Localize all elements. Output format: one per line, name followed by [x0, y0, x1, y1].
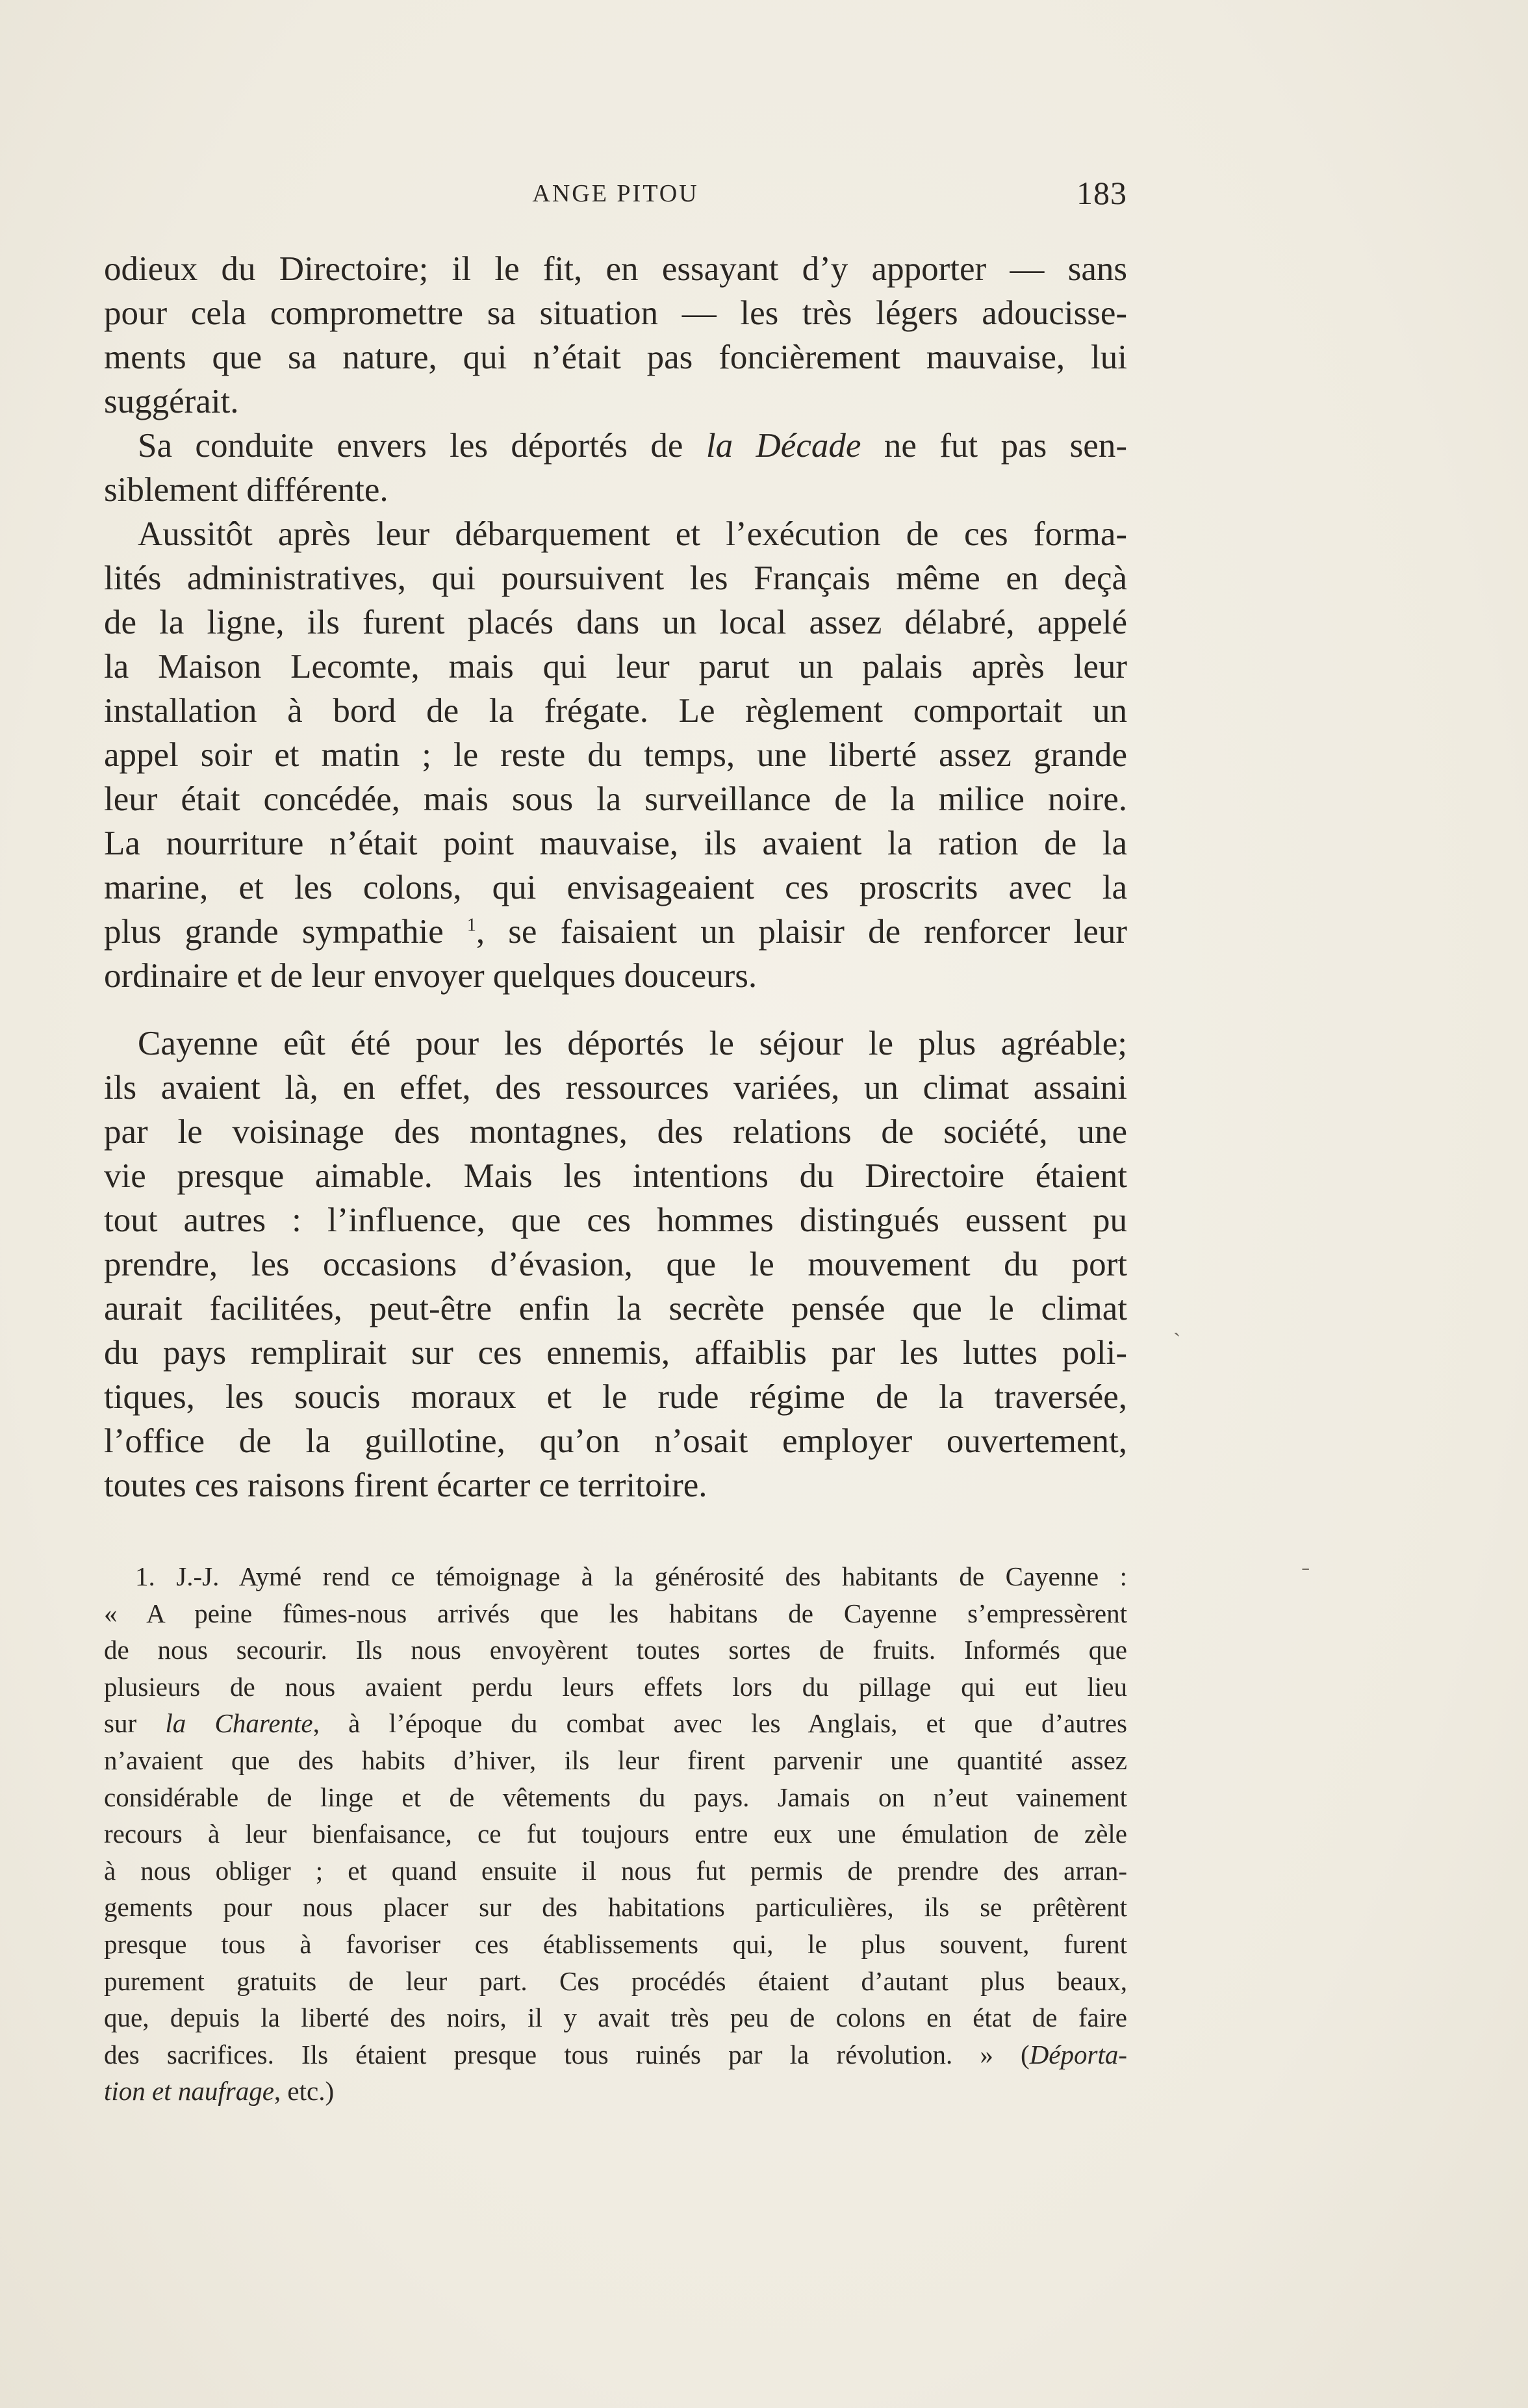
text-line: lités administratives, qui poursuivent les Français même en deçà [104, 559, 1127, 597]
text-line: la Maison Lecomte, mais qui leur parut un palais après leur [104, 648, 1127, 685]
text-line: siblement différente. [104, 471, 388, 509]
paragraph-gap [104, 998, 1127, 1021]
text-line: odieux du Directoire; il le fit, en essayant d’y apporter — sans [104, 250, 1127, 288]
text-line [104, 910, 1127, 954]
text-run: des sacrifices. Ils étaient presque tous ruinés par la révolution. » ( [104, 2039, 1030, 2069]
text-line: l’office de la guillotine, qu’on n’osait employer ouvertement, [104, 1422, 1127, 1460]
text-line: tout autres : l’influence, que ces hommes distingués eussent pu [104, 1201, 1127, 1239]
footnote-line: plusieurs de nous avaient perdu leurs effets lors du pillage qui eut lieu [104, 1671, 1127, 1702]
text-line: par le voisinage des montagnes, des relations de société, une [104, 1113, 1127, 1151]
paragraph-4 [104, 1021, 1127, 1507]
footnote-line: considérable de linge et de vêtements du pays. Jamais on n’eut vainement [104, 1782, 1127, 1812]
text-line: leur était concédée, mais sous la surveillance de la milice noire. [104, 780, 1127, 818]
footnote-line: à nous obliger ; et quand ensuite il nous fut permis de prendre des arran- [104, 1855, 1127, 1886]
footnote-line: gements pour nous placer sur des habitations particulières, ils se prêtèrent [104, 1892, 1127, 1923]
text-line: pour cela compromettre sa situation — les très légers adoucisse- [104, 294, 1127, 332]
footnotes [104, 1558, 1127, 2110]
footnote-line: n’avaient que des habits d’hiver, ils leur firent parvenir une quantité assez [104, 1745, 1127, 1775]
running-title: ANGE PITOU [532, 180, 699, 207]
text-line: du pays remplirait sur ces ennemis, affaiblis par les luttes poli- [104, 1334, 1127, 1372]
text-run: plus grande sympathie [104, 913, 467, 951]
text-run: , etc.) [274, 2076, 335, 2107]
footnote-line: « A peine fûmes-nous arrivés que les habitans de Cayenne s’empressèrent [104, 1598, 1127, 1628]
text-line: ments que sa nature, qui n’était pas foncièrement mauvaise, lui [104, 339, 1127, 376]
margin-speck: ˉ [1302, 1563, 1310, 1587]
footnote-line: 1. J.-J. Aymé rend ce témoignage à la générosité des habitants de Cayenne : [135, 1561, 1127, 1591]
margin-speck: ˋ [1173, 1329, 1181, 1353]
footnote-line: purement gratuits de leur part. Ces procédés étaient d’autant plus beaux, [104, 1966, 1127, 1996]
text-run: sur [104, 1708, 166, 1739]
text-line: marine, et les colons, qui envisageaient ces proscrits avec la [104, 869, 1127, 906]
italic-ship-name: la Charente [165, 1708, 313, 1739]
footnote-line: de nous secourir. Ils nous envoyèrent toutes sortes de fruits. Informés que [104, 1635, 1127, 1665]
text-line: Cayenne eût été pour les déportés le séjour le plus agréable; [138, 1025, 1127, 1062]
paragraph-2 [104, 424, 1127, 512]
footnote-marker: 1 [466, 915, 476, 936]
text-run: , à l’époque du combat avec les Anglais, et que d’autres [312, 1708, 1127, 1739]
text-run: Sa conduite envers les déportés de [138, 427, 706, 465]
footnote-line [104, 1705, 1127, 1742]
text-line: appel soir et matin ; le reste du temps, une liberté assez grande [104, 736, 1127, 774]
footnote-line [104, 2073, 1127, 2110]
text-line: aurait facilitées, peut-être enfin la secrète pensée que le climat [104, 1290, 1127, 1327]
text-line [104, 424, 1127, 468]
footnote-1 [104, 1558, 1127, 2110]
text-line: vie presque aimable. Mais les intentions du Directoire étaient [104, 1157, 1127, 1195]
text-run: , se faisaient un plaisir de renforcer leur [476, 913, 1127, 951]
footnote-line: presque tous à favoriser ces établissements qui, le plus souvent, furent [104, 1928, 1127, 1959]
paragraph-3 [104, 512, 1127, 998]
text-line: tiques, les soucis moraux et le rude régime de la traversée, [104, 1378, 1127, 1416]
text-line: prendre, les occasions d’évasion, que le mouvement du port [104, 1246, 1127, 1283]
italic-title-la-decade: la Décade [706, 427, 861, 465]
body-text [104, 247, 1127, 1507]
footnote-line: que, depuis la liberté des noirs, il y avait très peu de colons en état de faire [104, 2003, 1127, 2033]
paragraph-1 [104, 247, 1127, 424]
text-run: ne fut pas sen- [861, 427, 1127, 465]
page-number: 183 [1076, 175, 1127, 211]
page-header [104, 174, 1127, 213]
footnote-line: recours à leur bienfaisance, ce fut toujours entre eux une émulation de zèle [104, 1819, 1127, 1849]
text-line: La nourriture n’était point mauvaise, ils avaient la ration de la [104, 825, 1127, 862]
italic-book-title: tion et naufrage [104, 2076, 274, 2107]
text-line: ils avaient là, en effet, des ressources variées, un climat assaini [104, 1069, 1127, 1107]
italic-book-title: Déporta- [1029, 2039, 1127, 2069]
text-line: suggérait. [104, 383, 239, 420]
text-line: de la ligne, ils furent placés dans un local assez délabré, appelé [104, 604, 1127, 641]
text-line: toutes ces raisons firent écarter ce territoire. [104, 1467, 707, 1504]
footnote-line [104, 2036, 1127, 2073]
text-line: ordinaire et de leur envoyer quelques douceurs. [104, 957, 758, 995]
text-line: installation à bord de la frégate. Le règlement comportait un [104, 692, 1127, 730]
text-line: Aussitôt après leur débarquement et l’exécution de ces forma- [138, 515, 1127, 553]
